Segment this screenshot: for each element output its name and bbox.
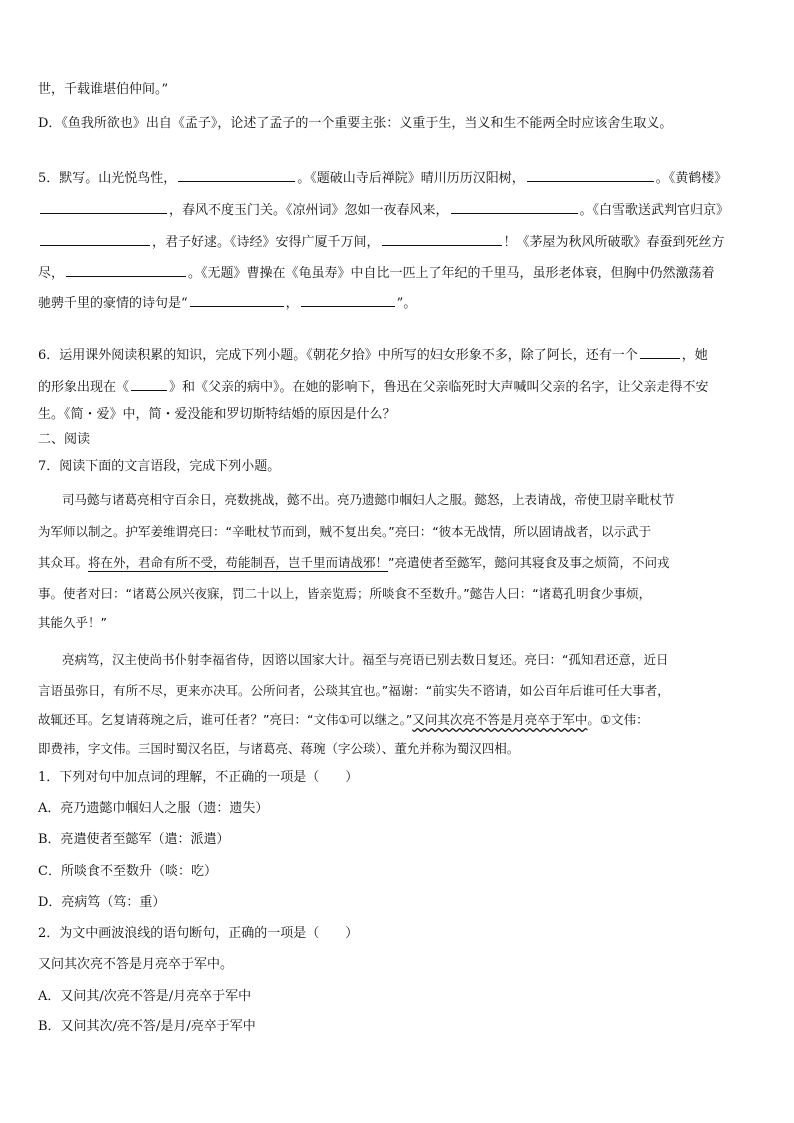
option-b[interactable]: B．又问其次/亮不答/是月/亮卒于军中 xyxy=(38,1019,256,1034)
passage-line: 其众耳。将在外，君命有所不受，苟能制吾，岂千里而请战邪！”亮遣使者至懿军，懿问其寝食及事之烦简，不问戎 xyxy=(38,555,670,570)
quoted-sentence: 又问其次亮不答是月亮卒于军中。 xyxy=(38,957,234,972)
option-a[interactable]: A．又问其/次亮不答是/月亮卒于军中 xyxy=(38,989,252,1004)
passage-line: 言语虽弥日，有所不尽，更来亦决耳。公所问者，公琰其宜也。”福谢：“前实失不谘请，如公百年后谁可任大事者， xyxy=(38,683,670,698)
passage-line: 为军师以制之。护军姜维谓亮曰：“辛毗杖节而到，贼不复出矣。”亮曰：“彼本无战情，所以固请战者，以示武于 xyxy=(38,524,652,539)
fill-blank[interactable] xyxy=(640,345,680,359)
fill-blank[interactable] xyxy=(190,293,284,307)
option-a[interactable]: A．亮乃遗懿巾帼妇人之服（遗：遗失） xyxy=(38,801,269,816)
fill-blank[interactable] xyxy=(131,377,167,391)
passage-line: 司马懿与诸葛亮相守百余日，亮数挑战，懿不出。亮乃遗懿巾帼妇人之服。懿怒，上表请战，帝使卫尉辛毗杖节 xyxy=(62,492,675,507)
question-5-line: ，君子好逑。《诗经》安得广厦千万间， ！《茅屋为秋风所破歌》春蚕到死丝方 xyxy=(38,232,725,251)
passage-line: 其能久乎！” xyxy=(38,615,107,630)
fill-blank[interactable] xyxy=(527,168,654,182)
text-line: 世，千载谁堪伯仲间。” xyxy=(38,82,169,97)
question-6-line: 6．运用课外阅读积累的知识，完成下列小题。《朝花夕拾》中所写的妇女形象不多，除了阿长，还有一个 ，她 xyxy=(38,345,708,364)
footnote-line: 即费祎，字文伟。三国时蜀汉名臣，与诸葛亮、蒋琬（字公琰）、董允并称为蜀汉四相。 xyxy=(38,741,520,756)
subquestion-2: 2．为文中画波浪线的语句断句，正确的一项是（ ） xyxy=(38,926,359,941)
option-d[interactable]: D．亮病笃（笃：重） xyxy=(38,895,166,910)
question-5-line: ，春风不度玉门关。《凉州词》忽如一夜春风来， 。《白雪歌送武判官归京》 xyxy=(38,200,729,219)
passage-line: 亮病笃，汉主使尚书仆射李福省侍，因谘以国家大计。福至与亮语已别去数日复还。亮曰：“孤知君还意，近日 xyxy=(62,652,669,667)
question-5-line: 5．默写。山光悦鸟性， 。《题破山寺后禅院》晴川历历汉阳树， 。《黄鹤楼》 xyxy=(38,168,727,187)
underlined-sentence: 将在外，君命有所不受，苟能制吾，岂千里而请战邪！ xyxy=(88,555,389,570)
section-heading: 二、阅读 xyxy=(38,432,91,447)
subquestion-1: 1．下列对句中加点词的理解，不正确的一项是（ ） xyxy=(38,770,359,785)
question-7-line: 7．阅读下面的文言语段，完成下列小题。 xyxy=(38,459,281,474)
option-b[interactable]: B．亮遣使者至懿军（遣：派遣） xyxy=(38,832,230,847)
fill-blank[interactable] xyxy=(451,200,578,214)
fill-blank[interactable] xyxy=(178,168,295,182)
fill-blank[interactable] xyxy=(40,232,150,246)
fill-blank[interactable] xyxy=(66,263,186,277)
question-5-line: 尽， 。《无题》曹操在《龟虽寿》中自比一匹上了年纪的千里马，虽形老体衰，但胸中仍然激荡着 xyxy=(38,263,715,282)
option-d-line: D．《鱼我所欲也》出自《孟子》，论述了孟子的一个重要主张：义重于生，当义和生不能两全时应该舍生取义。 xyxy=(38,116,673,131)
fill-blank[interactable] xyxy=(382,232,502,246)
option-c[interactable]: C．所啖食不至数升（啖：吃） xyxy=(38,864,217,879)
passage-line: 事。使者对曰：“诸葛公夙兴夜寐，罚二十以上，皆亲览焉；所啖食不至数升。”懿告人曰：“诸葛孔明食少事烦， xyxy=(38,586,652,601)
passage-line: 故辄还耳。乞复请蒋琬之后，谁可任者？”亮曰：“文伟①可以继之。”又问其次亮不答是月亮卒于军中。①文伟： xyxy=(38,712,649,727)
question-5-line: 驰骋千里的豪情的诗句是“ ， ”。 xyxy=(38,293,416,312)
wavy-underlined-sentence: 又问其次亮不答是月亮卒于军中 xyxy=(412,712,588,727)
question-6-line: 的形象出现在《 》和《父亲的病中》。在她的影响下，鲁迅在父亲临死时大声喊叫父亲的名字，让父亲走得不安 xyxy=(38,377,709,396)
fill-blank[interactable] xyxy=(40,200,167,214)
question-6-line: 生。《简・爱》中，简・爱没能和罗切斯特结婚的原因是什么？ xyxy=(38,407,396,422)
fill-blank[interactable] xyxy=(301,293,395,307)
